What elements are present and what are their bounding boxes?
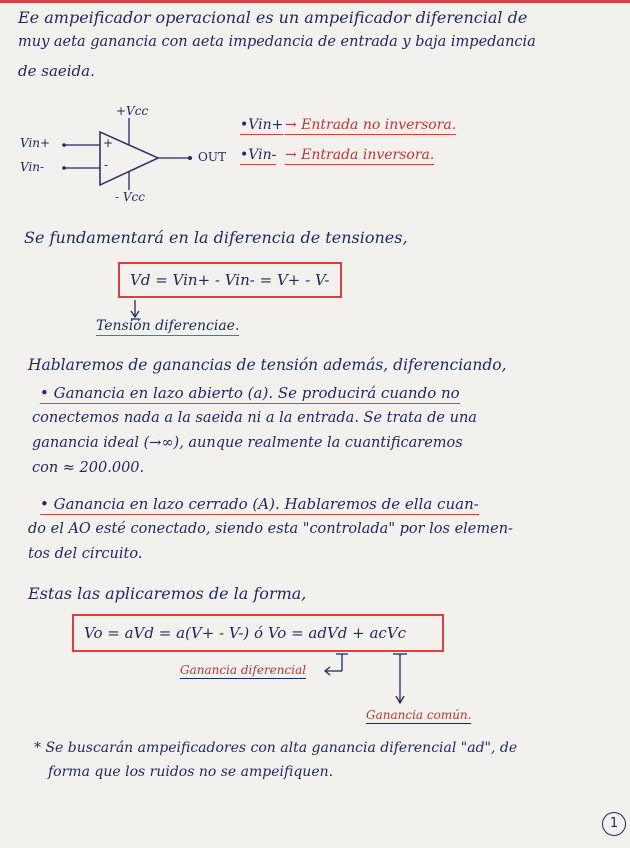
- vcc-negative-label: - Vcc: [115, 190, 145, 204]
- formula-vd-box: [118, 262, 342, 298]
- note-line-2: forma que los ruidos no se ampeifiquen.: [48, 764, 334, 780]
- intro-line-2: muy aeta ganancia con aeta impedancia de entrada y baja impedancia: [18, 34, 536, 50]
- gains-intro: Hablaremos de ganancias de tensión además, diferenciando,: [28, 356, 507, 374]
- open-loop-line-4: con ≈ 200.000.: [32, 460, 145, 476]
- diff-gain-label-text: Ganancia diferencial: [180, 663, 307, 677]
- legend-neg-symbol-text: •Vin-: [240, 147, 277, 163]
- legend-pos-text-inner: → Entrada no inversora.: [285, 117, 457, 133]
- legend-neg-text: [285, 147, 434, 163]
- closed-loop-line-1-text: • Ganancia en lazo cerrado (A). Hablaremos de ella cuan-: [40, 495, 479, 513]
- common-gain-label-text: Ganancia común.: [366, 708, 472, 722]
- tension-label-text: Tensión diferenciae.: [96, 318, 240, 334]
- legend-pos-symbol: [240, 117, 283, 133]
- tension-label: [96, 318, 239, 334]
- intro-line-1: Ee ampeificador operacional es un ampeificador diferencial de: [18, 8, 528, 27]
- open-loop-line-1: [40, 384, 460, 402]
- legend-neg-text-inner: → Entrada inversora.: [285, 147, 435, 163]
- open-loop-line-2: conectemos nada a la saeida ni a la entrada. Se trata de una: [32, 410, 477, 426]
- open-loop-line-1-text: • Ganancia en lazo abierto (a). Se producirá cuando no: [40, 384, 460, 402]
- common-gain-label: [366, 708, 471, 722]
- out-label: OUT: [198, 150, 226, 164]
- fundamental-text: Se fundamentará en la diferencia de tensiones,: [24, 228, 408, 247]
- closed-loop-line-2: do el AO esté conectado, siendo esta "controlada" por los elemen-: [28, 521, 513, 537]
- formula-vd: Vd = Vin+ - Vin- = V+ - V-: [130, 271, 330, 289]
- legend-neg-symbol: [240, 147, 276, 163]
- formula-vo-box: [72, 614, 444, 652]
- closed-loop-line-1: [40, 495, 479, 513]
- intro-line-3: de saeida.: [18, 62, 95, 80]
- formula-vo: Vo = aVd = a(V+ - V-) ó Vo = adVd + acVc: [84, 624, 407, 642]
- apply-text: Estas las aplicaremos de la forma,: [28, 584, 307, 603]
- vcc-positive-label: +Vcc: [116, 104, 149, 118]
- plus-terminal: +: [103, 136, 114, 150]
- legend-pos-text: [285, 117, 456, 133]
- note-line-1: * Se buscarán ampeificadores con alta ganancia diferencial "ad", de: [34, 740, 518, 756]
- diff-gain-label: [180, 663, 306, 677]
- open-loop-line-3: ganancia ideal (→∞), aunque realmente la cuantificaremos: [32, 435, 463, 451]
- minus-terminal: -: [104, 158, 109, 172]
- legend-pos-symbol-text: •Vin+: [240, 117, 284, 133]
- vin-negative-label: Vin-: [20, 160, 45, 174]
- page-number: 1: [602, 812, 626, 836]
- closed-loop-line-3: tos del circuito.: [28, 546, 143, 562]
- vin-positive-label: Vin+: [20, 136, 51, 150]
